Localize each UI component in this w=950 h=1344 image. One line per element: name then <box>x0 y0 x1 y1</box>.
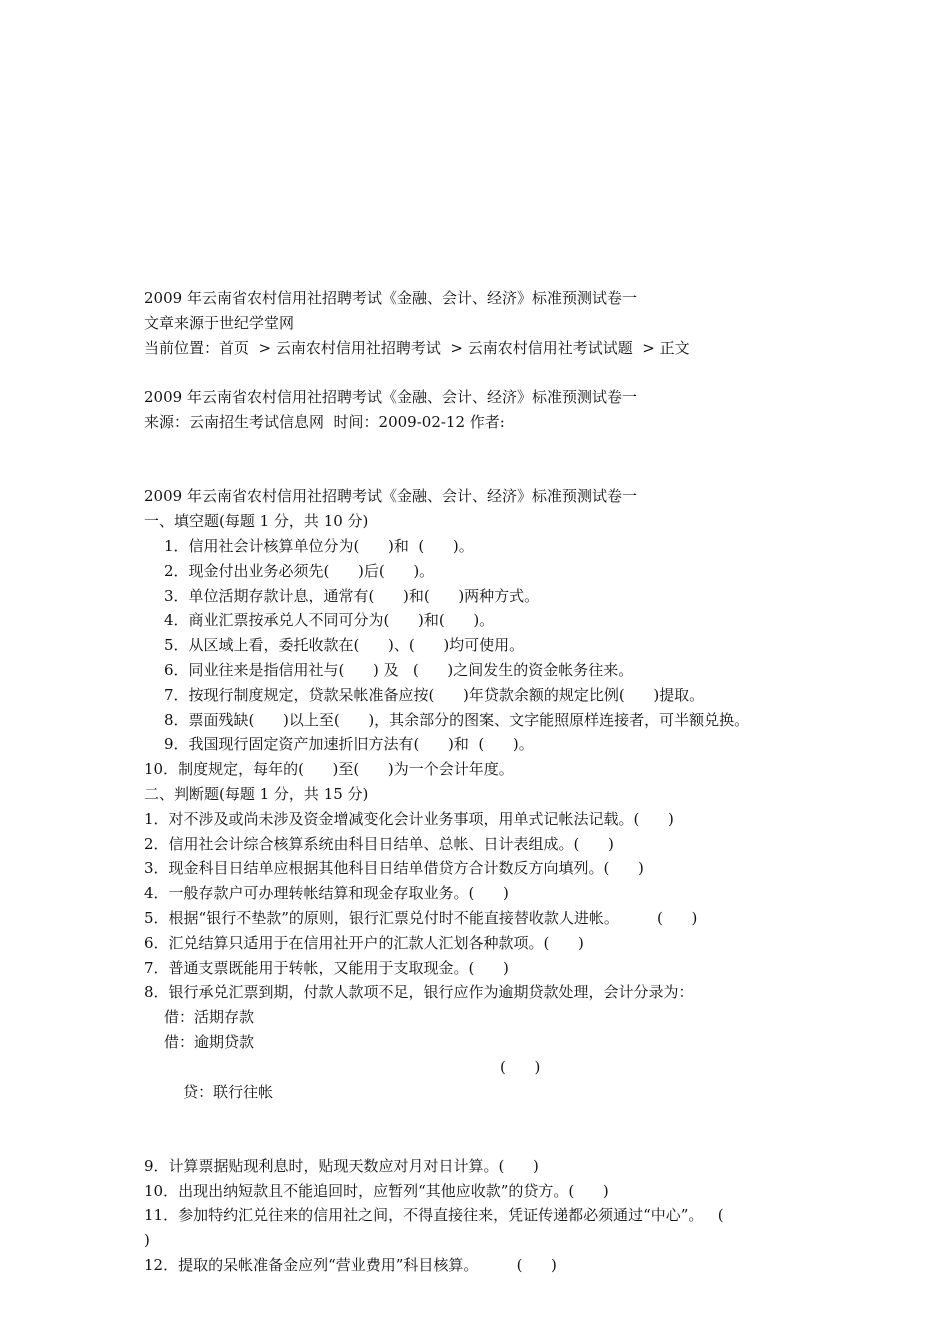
judge-item: 8．银行承兑汇票到期，付款人款项不足，银行应作为逾期贷款处理，会计分录为： <box>144 983 694 1002</box>
judge-item: 12．提取的呆帐准备金应列“营业费用”科目核算。 ( ) <box>144 1256 557 1275</box>
judge-item: 10．出现出纳短款且不能追回时，应暂列“其他应收款”的贷方。( ) <box>144 1181 609 1200</box>
fill-item: 3．单位活期存款计息，通常有( )和( )两种方式。 <box>164 586 540 605</box>
fill-item: 5．从区域上看，委托收款在( )、( )均可使用。 <box>164 636 525 655</box>
fill-item: 8．票面残缺( )以上至( )，其余部分的图案、文字能照原样连接者，可半额兑换。 <box>164 710 750 729</box>
judge-item-wrap: ) <box>144 1231 150 1250</box>
source-note: 文章来源于世纪学堂网 <box>144 313 295 332</box>
judge-item: 1．对不涉及或尚未涉及资金增减变化会计业务事项，用单式记帐法记载。( ) <box>144 809 674 828</box>
header-title: 2009 年云南省农村信用社招聘考试《金融、会计、经济》标准预测试卷一 <box>144 289 637 307</box>
article-meta: 来源：云南招生考试信息网 时间：2009-02-12 作者: <box>144 412 505 431</box>
section1-heading: 一、填空题(每题 1 分，共 10 分) <box>144 512 369 531</box>
judge-item: 5．根据“银行不垫款”的原则，银行汇票兑付时不能直接替收款人进帐。 ( ) <box>144 908 698 927</box>
article-title: 2009 年云南省农村信用社招聘考试《金融、会计、经济》标准预测试卷一 <box>144 388 637 407</box>
judge-item: 11．参加特约汇兑往来的信用社之间，不得直接往来，凭证传递都必须通过“中心”。 ( <box>144 1206 724 1225</box>
judge-item: 7．普通支票既能用于转帐，又能用于支取现金。( ) <box>144 958 509 977</box>
journal-entry <box>144 1055 824 1154</box>
journal-entry: 借：逾期贷款 <box>164 1032 255 1051</box>
journal-entry: 借：活期存款 <box>164 1008 255 1027</box>
judge-item: 6．汇兑结算只适用于在信用社开户的汇款人汇划各种款项。( ) <box>144 933 584 952</box>
fill-item: 9．我国现行固定资产加速折旧方法有( )和 ( )。 <box>164 735 534 754</box>
fill-item: 6．同业往来是指信用社与( ) 及 ( )之间发生的资金帐务往来。 <box>164 660 634 679</box>
fill-item: 2．现金付出业务必须先( )后( )。 <box>164 561 435 580</box>
fill-item: 4．商业汇票按承兑人不同可分为( )和( )。 <box>164 611 495 630</box>
judge-item: 3．现金科目日结单应根据其他科目日结单借贷方合计数反方向填列。( ) <box>144 859 644 878</box>
breadcrumb: 当前位置：首页 > 云南农村信用社招聘考试 > 云南农村信用社考试试题 > 正文 <box>144 338 690 357</box>
judge-item: 2．信用社会计综合核算系统由科目日结单、总帐、日计表组成。( ) <box>144 834 614 853</box>
spacer <box>144 360 824 385</box>
answer-bracket: ( ) <box>500 1057 541 1076</box>
spacer <box>144 435 824 485</box>
judge-item: 4．一般存款户可办理转帐结算和现金存取业务。( ) <box>144 884 509 903</box>
fill-item: 10．制度规定，每年的( )至( )为一个会计年度。 <box>144 760 514 779</box>
body-title: 2009 年云南省农村信用社招聘考试《金融、会计、经济》标准预测试卷一 <box>144 487 637 506</box>
fill-item: 7．按现行制度规定，贷款呆帐准备应按( )年贷款余额的规定比例( )提取。 <box>164 685 705 704</box>
journal-entry-text: 贷：联行往帐 <box>183 1082 274 1101</box>
document-page <box>144 286 824 1278</box>
judge-item: 9．计算票据贴现利息时，贴现天数应对月对日计算。( ) <box>144 1156 539 1175</box>
fill-item: 1．信用社会计核算单位分为( )和 ( )。 <box>164 536 474 555</box>
section2-heading: 二、判断题(每题 1 分，共 15 分) <box>144 784 369 803</box>
